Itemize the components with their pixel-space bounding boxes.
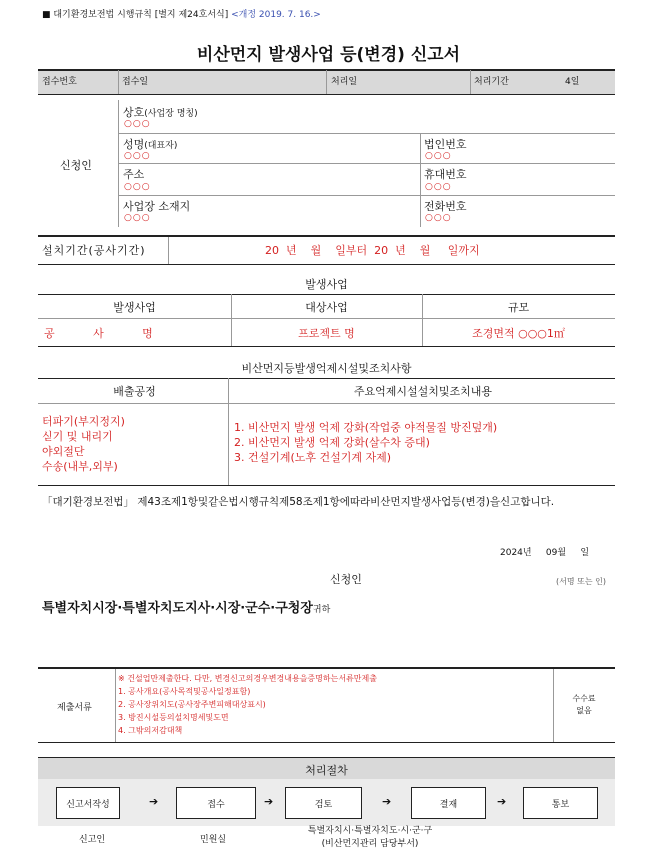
step-receipt: 접수 xyxy=(176,787,256,819)
site-address-value: ○○○ xyxy=(124,213,151,223)
measures-section-title: 비산먼지등발생억제시설및조치사항 xyxy=(241,362,412,375)
attachments-note: ※ 건설업만제출한다. 다만, 변경신고의경우변경내용을증명하는서류만제출 xyxy=(118,674,377,683)
step-approval: 결재 xyxy=(411,787,486,819)
applicant-signature-label: 신청인 xyxy=(330,573,362,586)
col-measure-content: 주요억제시설설치및조치내용 xyxy=(353,385,493,398)
legal-reference: ■ 대기환경보전법 시행규칙 [별지 제24호서식] <개정 2019. 7. 16.> xyxy=(42,10,321,20)
installation-period-value: 20 년 월 일부터 20 년 월 일까지 xyxy=(265,244,480,257)
col-scale: 규모 xyxy=(507,301,530,314)
fee-label: 수수료 xyxy=(572,694,596,703)
sign-note: (서명 또는 인) xyxy=(556,577,606,586)
business-value: 공 사 명 xyxy=(44,327,153,340)
site-address-label: 사업장 소재지 xyxy=(123,200,191,213)
representative-value: ○○○ xyxy=(124,151,151,161)
emission-process-list xyxy=(42,414,125,474)
corp-number-value: ○○○ xyxy=(425,151,452,161)
applicant-section-label: 신청인 xyxy=(60,159,92,172)
measure-item: 2. 비산먼지 발생 억제 강화(살수차 증대) xyxy=(234,436,430,449)
processing-period-value: 4일 xyxy=(565,77,580,87)
col-emission-process: 배출공정 xyxy=(113,385,156,398)
attachment-item: 2. 공사장위치도(공사장주변피해대상표시) xyxy=(118,700,266,709)
corp-number-label: 법인번호 xyxy=(424,138,467,151)
procedure-title: 처리절차 xyxy=(305,764,348,777)
target-value: 프로젝트 명 xyxy=(298,327,355,340)
measure-content-list xyxy=(234,420,497,465)
scale-value: 조경면적 ○○○1㎡ xyxy=(472,327,565,340)
process-item: 야외절단 xyxy=(42,445,85,458)
attachment-item: 4. 그밖의저감대책 xyxy=(118,726,183,735)
measure-item: 1. 비산먼지 발생 억제 강화(작업중 야적물질 방진덮개) xyxy=(234,421,498,434)
mobile-value: ○○○ xyxy=(425,182,452,192)
processed-date-label: 처리일 xyxy=(331,77,358,87)
declaration-text: 「대기환경보전법」 제43조제1항및같은법시행규칙제58조제1항에따라비산먼지발생사업등(변경)을신고합니다. xyxy=(42,496,555,508)
measure-item: 3. 건설기계(노후 건설기계 자제) xyxy=(234,451,392,464)
process-item: 터파기(부지정지) xyxy=(42,415,125,428)
mobile-label: 휴대번호 xyxy=(424,168,467,181)
business-name-field: 상호(사업장 명칭) xyxy=(123,106,198,119)
arrow-icon: ➔ xyxy=(149,795,159,808)
revision-note: <개정 2019. 7. 16.> xyxy=(231,10,321,20)
arrow-icon: ➔ xyxy=(497,795,507,808)
installation-period-label: 설치기간(공사기간) xyxy=(42,244,146,257)
form-title: 비산먼지 발생사업 등(변경) 신고서 xyxy=(196,45,461,65)
attachments-label: 제출서류 xyxy=(57,703,92,713)
business-name-value: ○○○ xyxy=(124,119,151,129)
arrow-icon: ➔ xyxy=(264,795,274,808)
step-review: 검토 xyxy=(285,787,362,819)
address-label: 주소 xyxy=(123,168,145,181)
step-write-report: 신고서작성 xyxy=(56,787,120,819)
fee xyxy=(553,693,615,717)
process-item: 수송(내부,외부) xyxy=(42,460,118,473)
representative-field: 성명(대표자) xyxy=(123,138,178,151)
attachment-item: 3. 방진시설등의설치명세및도면 xyxy=(118,713,229,722)
actor-office: 민원실 xyxy=(200,835,227,845)
receipt-date-label: 접수일 xyxy=(122,77,149,87)
declaration-date: 2024년 09월 일 xyxy=(500,548,590,558)
process-item: 싣기 및 내리기 xyxy=(42,430,113,443)
processing-period-label: 처리기간 xyxy=(474,77,509,87)
address-value: ○○○ xyxy=(124,182,151,192)
fee-value: 없음 xyxy=(576,706,592,715)
step-notify: 통보 xyxy=(523,787,598,819)
phone-label: 전화번호 xyxy=(424,200,467,213)
phone-value: ○○○ xyxy=(425,213,452,223)
col-target: 대상사업 xyxy=(305,301,348,314)
col-business: 발생사업 xyxy=(113,301,156,314)
arrow-icon: ➔ xyxy=(382,795,392,808)
business-section-title: 발생사업 xyxy=(305,278,348,291)
recipient: 특별자치시장·특별자치도지사·시장·군수·구청장귀하 xyxy=(42,601,331,616)
actor-applicant: 신고인 xyxy=(79,835,106,845)
actor-reviewer: 특별자치시·특별자치도·시·군·구 (비산먼지관리 담당부서) xyxy=(307,826,433,849)
receipt-number-label: 접수번호 xyxy=(42,77,77,87)
attachments-list xyxy=(118,672,377,737)
attachment-item: 1. 공사개요(공사목적및공사일정표함) xyxy=(118,687,251,696)
